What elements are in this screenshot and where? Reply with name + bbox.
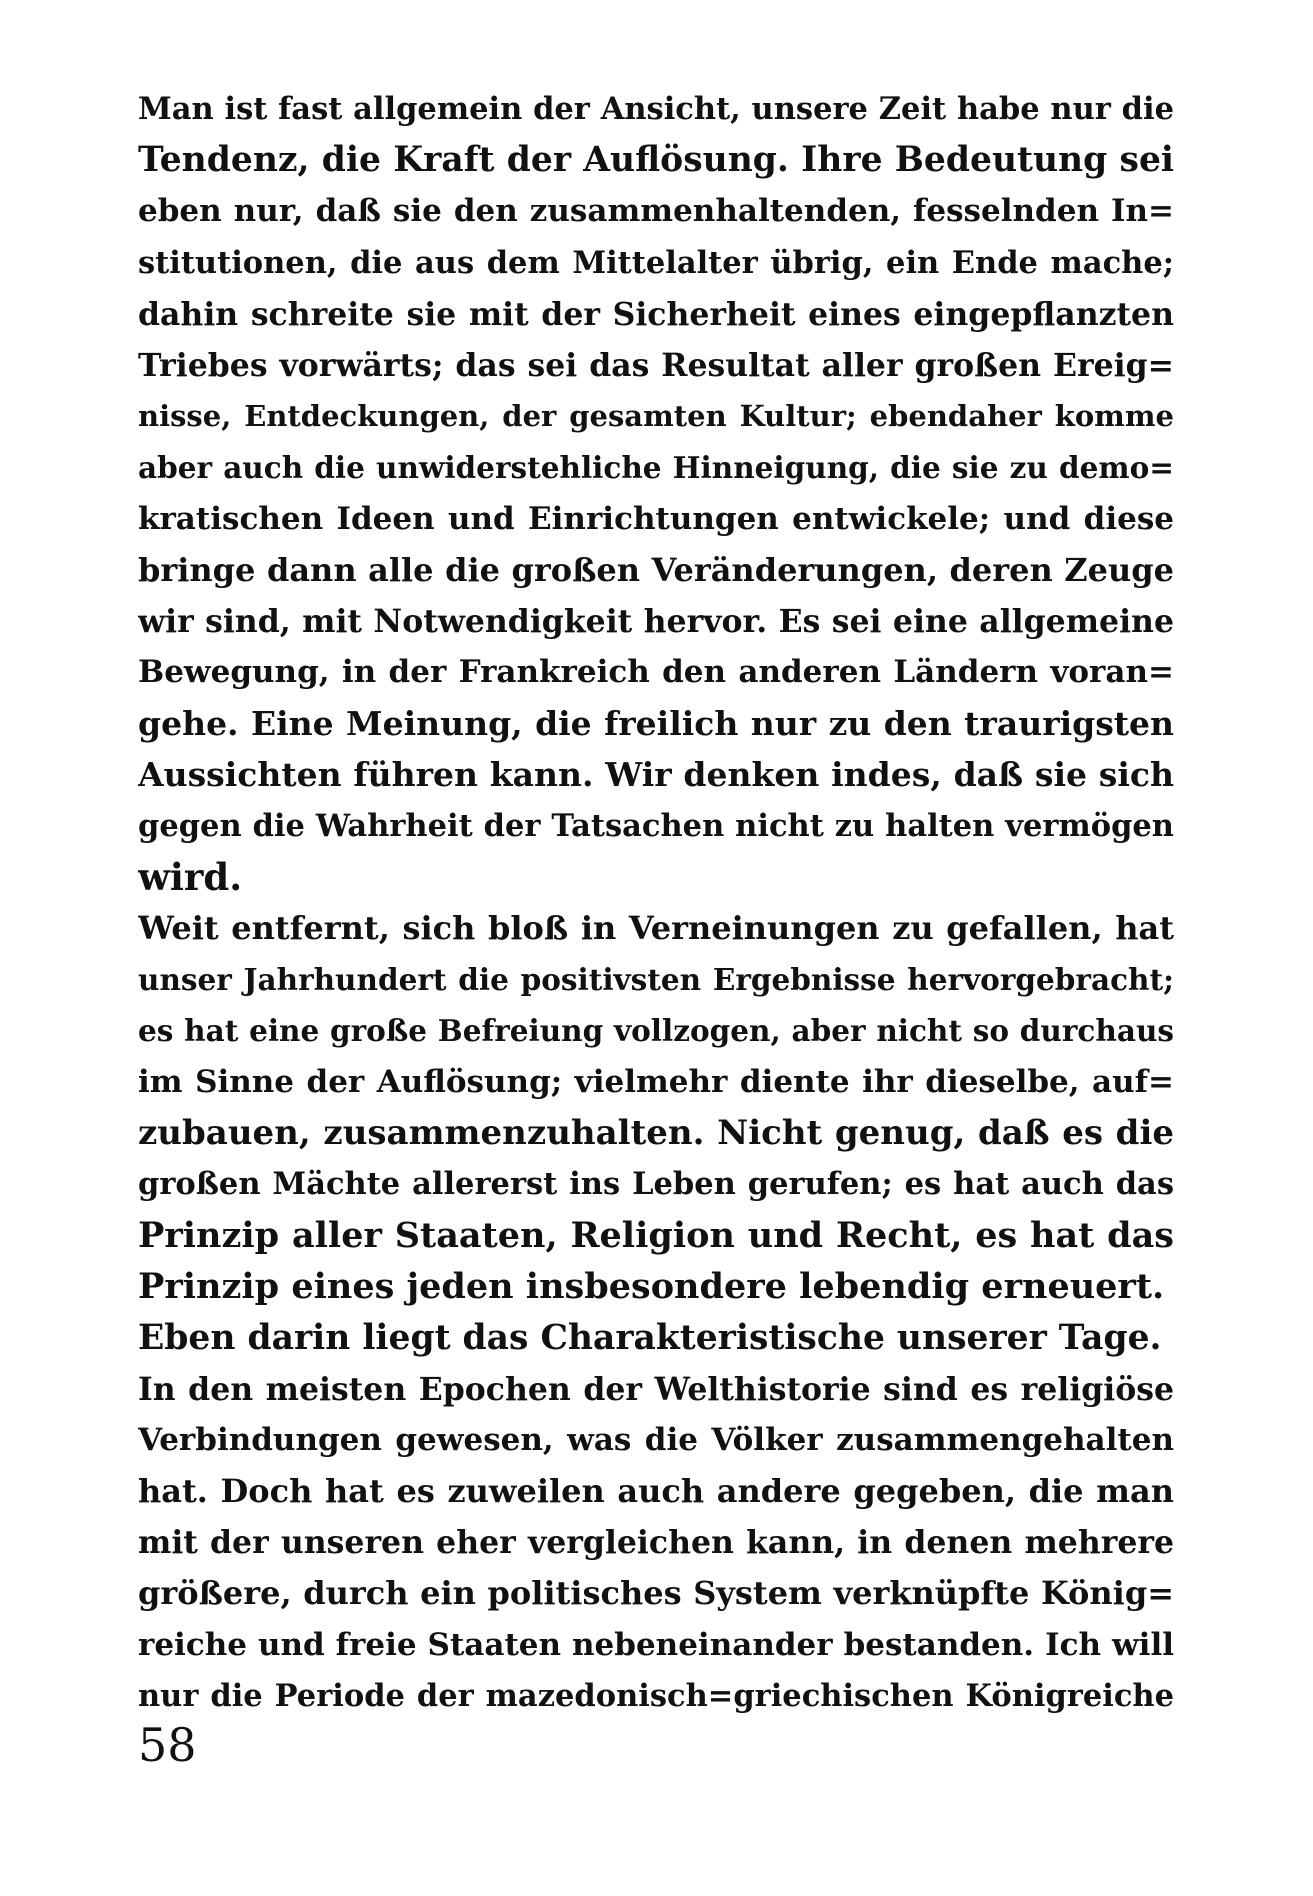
text-line: kratischen Ideen und Einrichtungen entwickele; und diese <box>138 500 1174 537</box>
text-line: gegen die Wahrheit der Tatsachen nicht zu halten vermögen <box>138 807 1174 844</box>
text-line: Bewegung, in der Frankreich den anderen Ländern voran= <box>138 654 1174 691</box>
text-line: es hat eine große Befreiung vollzogen, aber nicht so durchaus <box>138 1013 1174 1049</box>
text-line: größere, durch ein politisches System verknüpfte König= <box>138 1574 1174 1613</box>
text-line: Aussichten führen kann. Wir denken indes, daß sie sich <box>138 755 1174 795</box>
text-line: unser Jahrhundert die positivsten Ergebnisse hervorgebracht; <box>138 962 1174 998</box>
text-line: gehe. Eine Meinung, die freilich nur zu den traurigsten <box>138 704 1174 744</box>
text-line: bringe dann alle die großen Veränderungen, deren Zeuge <box>138 550 1174 589</box>
text-line: Prinzip eines jeden insbesondere lebendig erneuert. <box>138 1266 1165 1308</box>
text-line: im Sinne der Auflösung; vielmehr diente ihr dieselbe, auf= <box>138 1063 1174 1100</box>
text-line: Weit entfernt, sich bloß in Verneinungen zu gefallen, hat <box>138 909 1174 947</box>
text-line: dahin schreite sie mit der Sicherheit eines eingepflanzten <box>138 295 1174 333</box>
text-line: Man ist fast allgemein der Ansicht, unsere Zeit habe nur die <box>138 91 1174 127</box>
text-line: Tendenz, die Kraft der Auflösung. Ihre Bedeutung sei <box>138 140 1174 181</box>
text-line: wir sind, mit Notwendigkeit hervor. Es sei eine allgemeine <box>138 602 1174 640</box>
text-line: wird. <box>138 854 243 899</box>
text-line: nisse, Entdeckungen, der gesamten Kultur; ebendaher komme <box>138 399 1174 434</box>
text-line: hat. Doch hat es zuweilen auch andere gegeben, die man <box>138 1472 1174 1511</box>
text-line: großen Mächte allererst ins Leben gerufen; es hat auch das <box>138 1165 1174 1202</box>
page-number: 58 <box>138 1718 197 1772</box>
text-line: Eben darin liegt das Charakteristische unserer Tage. <box>138 1317 1162 1358</box>
text-line: reiche und freie Staaten nebeneinander bestanden. Ich will <box>138 1626 1174 1663</box>
text-line: Prinzip aller Staaten, Religion und Recht, es hat das <box>138 1215 1174 1257</box>
text-line: stitutionen, die aus dem Mittelalter übrig, ein Ende mache; <box>138 244 1174 281</box>
text-line: eben nur, daß sie den zusammenhaltenden, fesselnden In= <box>138 193 1174 230</box>
text-line: In den meisten Epochen der Welthistorie sind es religiöse <box>138 1370 1174 1408</box>
text-line: nur die Periode der mazedonisch=griechischen Königreiche <box>138 1677 1174 1714</box>
text-line: mit der unseren eher vergleichen kann, in denen mehrere <box>138 1524 1174 1562</box>
body-text <box>138 84 1174 1722</box>
text-line: aber auch die unwiderstehliche Hinneigung, die sie zu demo= <box>138 450 1174 486</box>
text-line: Verbindungen gewesen, was die Völker zusammengehalten <box>138 1421 1174 1458</box>
text-line: zubauen, zusammenzuhalten. Nicht genug, daß es die <box>138 1112 1174 1153</box>
text-line: Triebes vorwärts; das sei das Resultat aller großen Ereig= <box>138 346 1174 384</box>
